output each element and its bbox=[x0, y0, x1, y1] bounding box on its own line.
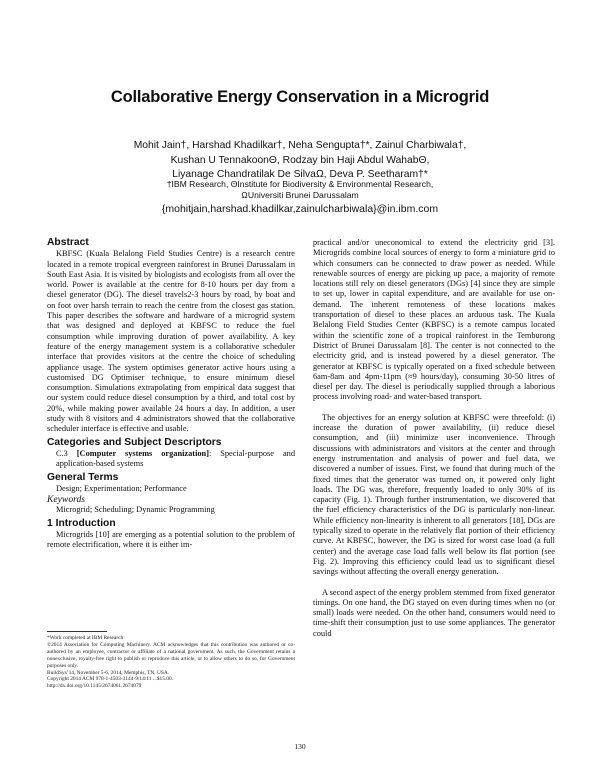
footnote-conference: BuildSys’14, November 5-6, 2014, Memphis, TN, USA. bbox=[47, 669, 170, 676]
general-terms-text: Design; Experimentation; Performance bbox=[56, 483, 187, 493]
categories-text bbox=[47, 449, 295, 470]
footnote-acm-copyright: Copyright 2014 ACM 978-1-4503-3144-9/14/11 ...$15.00. bbox=[47, 676, 174, 683]
page-number: 130 bbox=[294, 742, 306, 751]
affiliation-line-1: †IBM Research, ΘInstitute for Biodiversity & Environmental Research, bbox=[166, 179, 434, 189]
keywords-text: Microgrid; Scheduling; Dynamic Programming bbox=[56, 505, 215, 515]
categories-heading: Categories and Subject Descriptors bbox=[47, 436, 222, 448]
right-column bbox=[313, 238, 555, 639]
introduction-para-1: practical and/or uneconomical to extend the electricity grid [3]. Microgrids combine local sources of energy to form a miniature grid to which consumers can be connected to draw power as needed. While renewable sources of energy are picking up pace, a majority of remote locations still rely on diesel generators (DGs) [4] since they are simple to set up, lower in capital expenditure, and are available for use on-demand. The inherent remoteness of these locations makes transportation of diesel to these places an arduous task. The Kuala Belalong Field Studies Center (KBFSC) is a remote campus located within the scientific zone of a tropical rainforest in the Temburong District of Brunei Darussalam [8]. The center is not connected to the electricity grid, and is instead powered by a diesel generator. The generator at KBFSC is typically operated on a fixed schedule between 6am-8am and 4pm-11pm (≈9 hours/day), consuming 30-50 litres of diesel per day. The diesel is periodically supplied through a laborious process involving road- and water-based transport. bbox=[313, 238, 555, 402]
footnotes bbox=[47, 631, 295, 690]
categories-code: C.3 bbox=[56, 448, 77, 458]
footnote-separator bbox=[47, 631, 107, 632]
left-column bbox=[47, 238, 295, 551]
general-terms-heading: General Terms bbox=[47, 471, 119, 483]
affiliation-line-2: ΩUniversiti Brunei Darussalam bbox=[241, 189, 359, 200]
author-emails: {mohitjain,harshad.khadilkar,zainulcharbiwala}@in.ibm.com bbox=[161, 203, 439, 215]
footnote-copyright: ©2014 Association for Computing Machinery. ACM acknowledges that this contribution was authored or co-authored by an employee, contractor or affiliate of a national government. As such, the Government retains a nonexclusive, royalty-free right to publish or reproduce this article, or to allow others to do so, for Government purposes only. bbox=[47, 641, 295, 669]
author-list bbox=[40, 139, 560, 183]
authors-line-3: Liyanage Chandratilak De SilvaΩ, Deva P. Seetharam†* bbox=[172, 169, 428, 181]
footnote-work: *Work completed at IBM Research bbox=[47, 635, 124, 641]
categories-rest: : Special-purpose and application-based systems bbox=[56, 448, 295, 469]
introduction-para-2: The objectives for an energy solution at KBFSC were threefold: (i) increase the duration of power availability, (ii) reduce diesel consumption, and (iii) minimize user inconvenience. Through discussions with administrators and visitors at the center and through energy instrumentation and analysis of power and fuel data, we discovered a number of issues. First, we found that during much of the fixed times that the generator was turned on, it powered only light loads. The DG was, therefore, frequently loaded to only 30% of its capacity (Fig. 1). Through further instrumentation, we discovered that the fuel efficiency characteristics of the DG is particularly non-linear. While efficiency non-linearity is inherent to all generators [18], DGs are typically sized to operate in the relatively flat portion of their efficiency curve. At KBFSC, however, the DG is sized for worst case load (a full center) and the average case load falls well below its flat portion (see Fig. 2). Improving this efficiency could lead us to significant diesel savings without affecting the overall energy generation. bbox=[313, 412, 555, 577]
abstract-text: KBFSC (Kuala Belalong Field Studies Centre) is a research centre located in a remote tropical evergreen rainforest in Brunei Darussalam in South East Asia. It is visited by biologists and ecologists from all over the world. Power is available at the centre for 8-10 hours per day from a diesel generator (DG). The diesel travels2-3 hours by road, by boat and on foot over harsh terrain to reach the centre from the closest gas station. This paper describes the software and hardware of a microgrid system that was designed and deployed at KBFSC to reduce the fuel consumption while improving duration of power availability. A key feature of the energy management system is a collaborative scheduler interface that provides visitors at the centre the choice of scheduling appliance usage. The system optimises generator active hours using a customised DG Optimiser technique, to ensure minimum diesel consumption. Simulations extrapolating from empirical data suggest that our system could reduce diesel consumption by a third, and total cost by 20%, while making power available 24 hours a day. In addition, a user study with 8 visitors and 4 administrators showed that the collaborative scheduler interface is effective and usable. bbox=[47, 249, 295, 434]
introduction-text-left: Microgrids [10] are emerging as a potential solution to the problem of remote electrification, where it is either im- bbox=[47, 530, 295, 550]
categories-bold: [Computer systems organization] bbox=[76, 448, 209, 458]
footnote-doi: http://dx.doi.org/10.1145/2674061.2674079 bbox=[47, 683, 142, 690]
affiliations bbox=[40, 179, 560, 200]
introduction-para-3: A second aspect of the energy problem stemmed from fixed generator timings. On one hand, the DG stayed on even during times when no (or small) loads were needed. On the other hand, consumers would need to time-shift their consumption just to use some appliances. The generator could bbox=[313, 587, 555, 638]
authors-line-2: Kushan U TennakoonΘ, Rodzay bin Haji Abdul WahabΘ, bbox=[170, 154, 430, 166]
introduction-heading: 1 Introduction bbox=[47, 517, 116, 529]
abstract-heading: Abstract bbox=[47, 237, 89, 248]
keywords-heading: Keywords bbox=[47, 494, 86, 506]
paper-title: Collaborative Energy Conservation in a Microgrid bbox=[110, 88, 490, 106]
authors-line-1: Mohit Jain†, Harshad Khadilkar†, Neha Sengupta†*, Zainul Charbiwala†, bbox=[133, 140, 467, 151]
